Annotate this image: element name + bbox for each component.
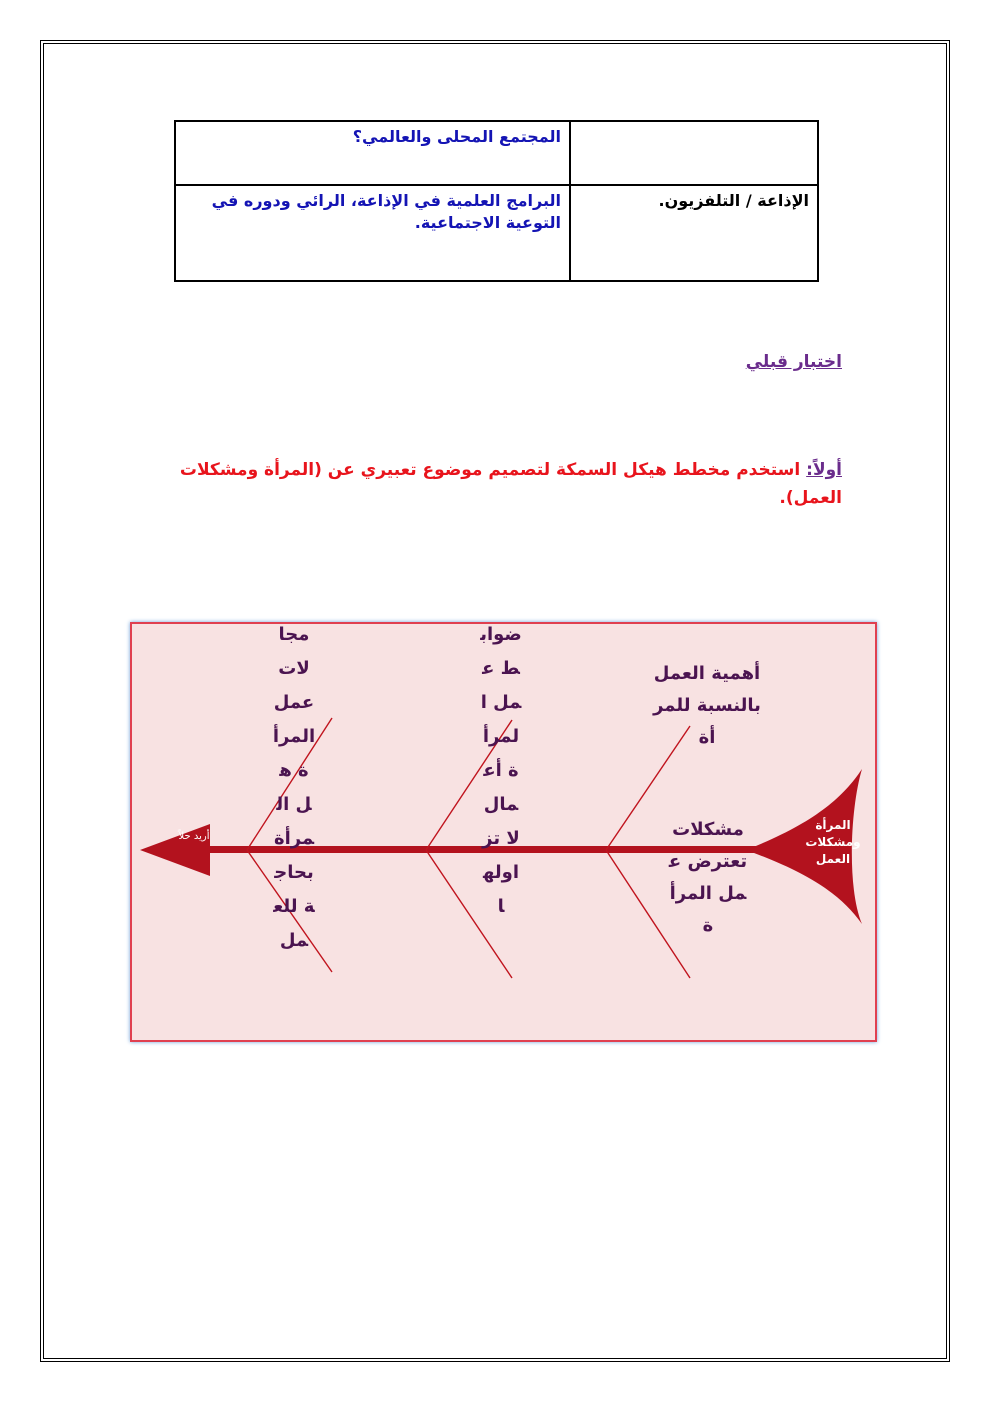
task-instruction: [150, 456, 842, 512]
bone-label-obstacles: ضوابط عمل المرأة أعمال لا تزاولها: [480, 624, 522, 917]
bone-label-problems: مشكلات تعترض عمل المرأة: [668, 819, 748, 936]
table-cell-media: [570, 121, 818, 185]
table-row: [175, 121, 818, 185]
pretest-title: اختبار قبلي: [745, 352, 842, 372]
table-cell-topic: البرامج العلمية في الإذاعة، الرائي ودوره في التوعية الاجتماعية.: [175, 185, 570, 281]
fishbone-diagram: [130, 622, 877, 1042]
curriculum-table: [174, 120, 819, 282]
table-row: [175, 185, 818, 281]
fish-head-label: المرأة ومشكلات العمل: [805, 818, 861, 866]
table-cell-topic: المجتمع المحلى والعالمي؟: [175, 121, 570, 185]
task-body: استخدم مخطط هيكل السمكة لتصميم موضوع تعبيري عن (المرأة ومشكلات العمل).: [179, 460, 842, 508]
bone-label-opportunities: مجالات عمل المرأة هل المرأة بحاجة للعمل: [272, 624, 316, 951]
fish-tail-label: أريد حلاً: [178, 831, 210, 842]
task-prefix: أولاً:: [806, 460, 842, 480]
table-cell-media: الإذاعة / التلفزيون.: [570, 185, 818, 281]
bone-label-importance: أهمية العمل بالنسبة للمرأة: [653, 663, 761, 748]
